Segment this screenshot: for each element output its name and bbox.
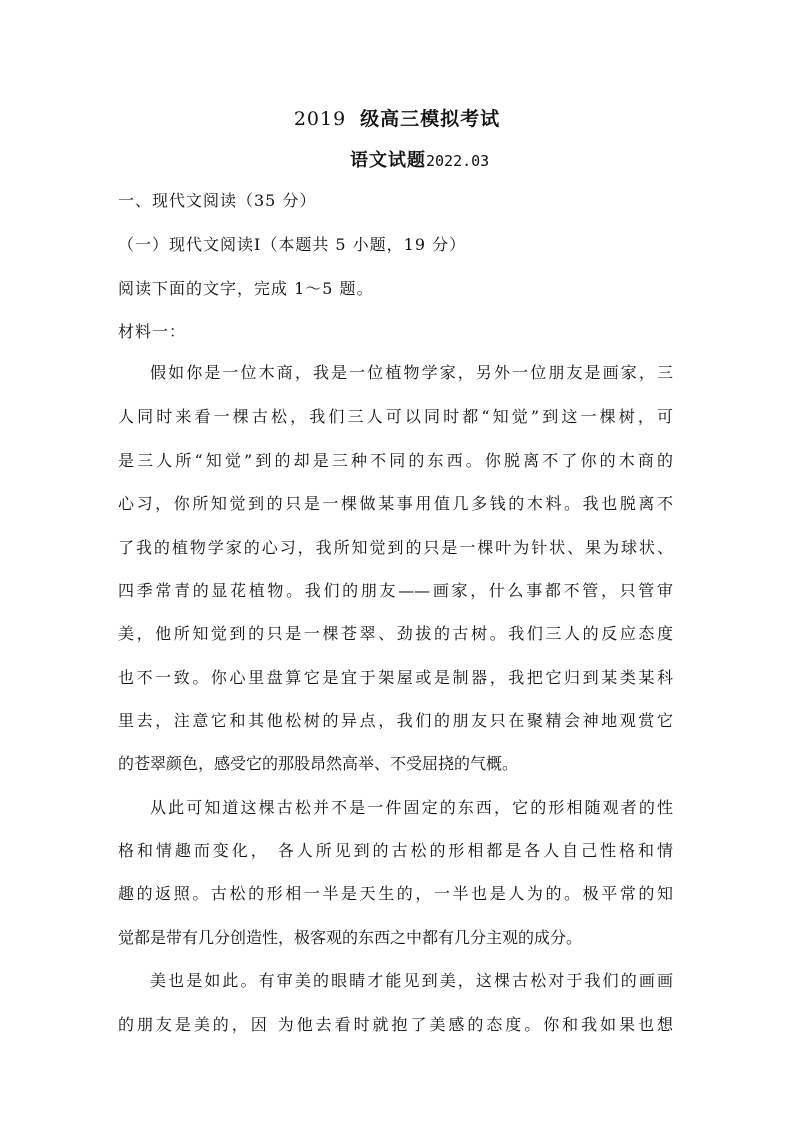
subsection-heading: （一）现代文阅读Ⅰ（本题共 5 小题，19 分） bbox=[118, 235, 467, 254]
paragraph-line: 是三人所“知觉”到的却是三种不同的东西。你脱离不了你的木商的 bbox=[118, 451, 673, 470]
paragraph-line: 了我的植物学家的心习，我所知觉到的只是一棵叶为针状、果为球状、 bbox=[118, 538, 673, 557]
section-heading: 一、现代文阅读（35 分） bbox=[118, 191, 317, 210]
exam-year: 2019 bbox=[293, 108, 347, 130]
exam-subtitle bbox=[350, 146, 489, 172]
paragraph-line: 假如你是一位木商，我是一位植物学家，另外一位朋友是画家，三 bbox=[150, 363, 673, 382]
paragraph-line: 美，他所知觉到的只是一棵苍翠、劲拔的古树。我们三人的反应态度 bbox=[118, 624, 673, 643]
instruction-text: 阅读下面的文字，完成 1～5 题。 bbox=[118, 279, 374, 298]
paragraph-line: 觉都是带有几分创造性，极客观的东西之中都有几分主观的成分。 bbox=[118, 928, 583, 947]
paragraph-line: 的苍翠颜色，感受它的那股昂然高举、不受屈挠的气概。 bbox=[118, 754, 519, 773]
paragraph-line: 也不一致。你心里盘算它是宜于架屋或是制器，我把它归到某类某科 bbox=[118, 668, 673, 687]
paragraph-line: 美也是如此。有审美的眼睛才能见到美，这棵古松对于我们的画画 bbox=[150, 971, 673, 990]
exam-date: 2022.03 bbox=[426, 152, 490, 170]
paragraph-line: 四季常青的显花植物。我们的朋友——画家，什么事都不管，只管审 bbox=[118, 581, 673, 600]
paragraph-line: 人同时来看一棵古松，我们三人可以同时都“知觉”到这一棵树，可 bbox=[118, 407, 673, 426]
paragraph-line: 趣的返照。古松的形相一半是天生的，一半也是人为的。极平常的知 bbox=[118, 884, 673, 903]
material-label: 材料一： bbox=[118, 322, 187, 341]
paragraph-line: 里去，注意它和其他松树的异点，我们的朋友只在聚精会神地观赏它 bbox=[118, 711, 673, 730]
exam-title bbox=[0, 104, 794, 131]
paragraph-line: 的朋友是美的，因 为他去看时就抱了美感的态度。你和我如果也想 bbox=[118, 1015, 673, 1034]
paragraph-line: 从此可知道这棵古松并不是一件固定的东西，它的形相随观者的性 bbox=[150, 798, 673, 817]
subject-name: 语文试题 bbox=[350, 150, 426, 171]
paragraph-line: 格和情趣而变化， 各人所见到的古松的形相都是各人自己性格和情 bbox=[118, 841, 673, 860]
exam-title-text: 级高三模拟考试 bbox=[360, 108, 501, 130]
paragraph-line: 心习，你所知觉到的只是一棵做某事用值几多钱的木料。我也脱离不 bbox=[118, 494, 673, 513]
